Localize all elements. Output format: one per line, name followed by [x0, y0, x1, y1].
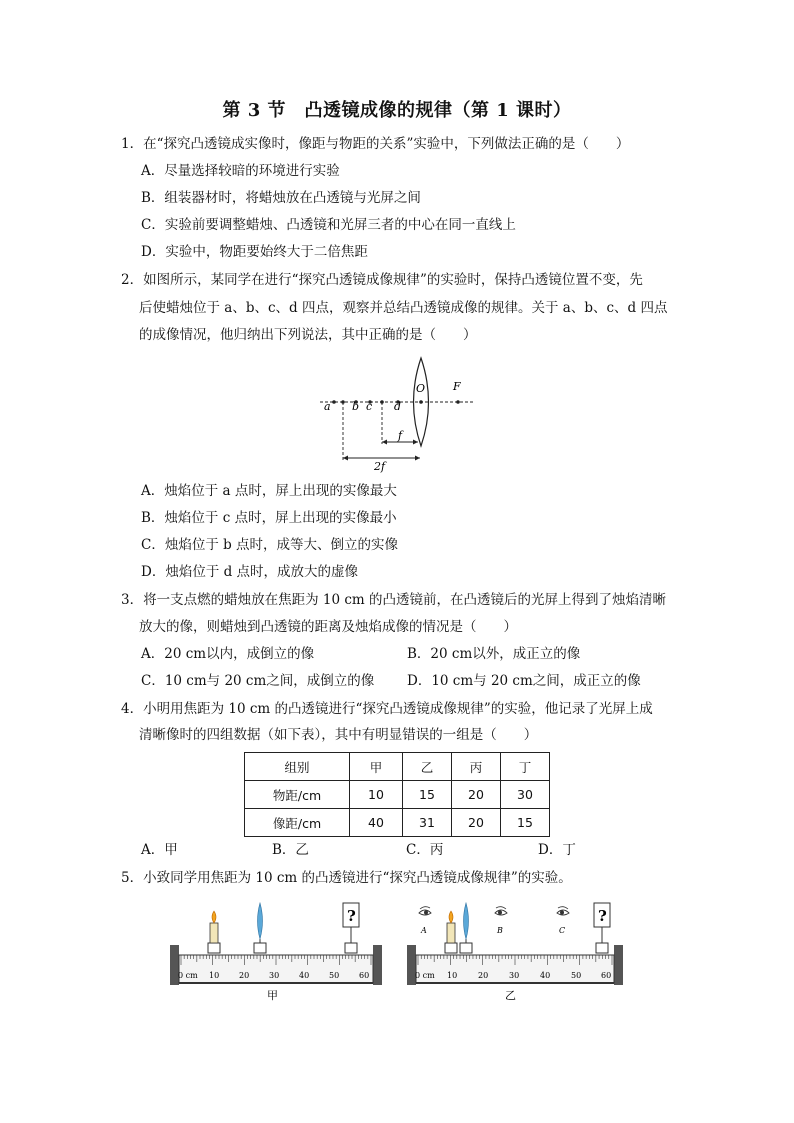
bench-label-20: 20	[478, 971, 489, 980]
question-5-stem: 5．小致同学用焦距为 10 cm 的凸透镜进行“探究凸透镜成像规律”的实验。	[121, 870, 572, 886]
table-header-cell: 甲	[350, 753, 403, 781]
lens	[460, 903, 472, 953]
figure-caption-yi: 乙	[505, 989, 516, 1002]
optical-bench-yi	[405, 897, 625, 1003]
label-d: d	[394, 400, 402, 413]
label-c: c	[366, 400, 373, 413]
question-2-stem-line-2: 后使蜡烛位于 a、b、c、d 四点，观察并总结凸透镜成像的规律。关于 a、b、c、d 四点	[139, 300, 668, 316]
table-cell: 物距/cm	[245, 781, 350, 809]
candle	[445, 911, 457, 953]
table-header-cell: 组别	[245, 753, 350, 781]
question-4-option-b[interactable]: B．乙	[272, 842, 309, 858]
bench-label-20: 20	[239, 971, 250, 980]
table-cell: 30	[501, 781, 550, 809]
table-cell: 15	[501, 809, 550, 837]
question-2-stem-line-3: 的成像情况，他归纳出下列说法，其中正确的是（ ）	[139, 327, 477, 343]
bench-label-30: 30	[269, 971, 280, 980]
question-2-option-a[interactable]: A．烛焰位于 a 点时，屏上出现的实像最大	[141, 483, 397, 499]
bench-label-30: 30	[509, 971, 520, 980]
table-cell: 20	[452, 809, 501, 837]
lens-diagram	[310, 352, 490, 474]
screen-question-mark: ?	[598, 907, 607, 925]
eye-label-a: A	[421, 926, 427, 935]
table-cell: 15	[403, 781, 452, 809]
bench-end-right	[614, 945, 623, 985]
bench-label-40: 40	[540, 971, 551, 980]
screen-question-mark: ?	[347, 907, 356, 925]
question-1-option-a[interactable]: A．尽量选择较暗的环境进行实验	[141, 163, 340, 179]
bench-label-50: 50	[329, 971, 340, 980]
question-4-option-a[interactable]: A．甲	[141, 842, 178, 858]
figure-caption-jia: 甲	[267, 989, 278, 1002]
label-f-focus: F	[453, 380, 461, 393]
question-1-option-c[interactable]: C．实验前要调整蜡烛、凸透镜和光屏三者的中心在同一直线上	[141, 217, 516, 233]
bench-label-60: 60	[601, 971, 612, 980]
point-f	[456, 400, 460, 404]
table-cell: 像距/cm	[245, 809, 350, 837]
question-2-option-d[interactable]: D．烛焰位于 d 点时，成放大的虚像	[141, 564, 359, 580]
question-2-option-c[interactable]: C．烛焰位于 b 点时，成等大、倒立的实像	[141, 537, 399, 553]
label-f: f	[398, 429, 403, 442]
label-a: a	[324, 400, 331, 413]
bench-label-40: 40	[299, 971, 310, 980]
candle	[208, 911, 220, 953]
page-title: 第 3 节 凸透镜成像的规律（第 1 课时）	[222, 100, 572, 121]
question-3-stem-line-1: 3．将一支点燃的蜡烛放在焦距为 10 cm 的凸透镜前，在凸透镜后的光屏上得到了烛焰清晰	[121, 592, 667, 608]
table-header-row	[245, 753, 550, 781]
bench-label-0: 0 cm	[178, 971, 198, 980]
question-3-stem-line-2: 放大的像，则蜡烛到凸透镜的距离及烛焰成像的情况是（ ）	[139, 619, 517, 635]
question-4-option-d[interactable]: D．丁	[538, 842, 576, 858]
question-3-option-d[interactable]: D．10 cm与 20 cm之间，成正立的像	[407, 673, 641, 689]
label-o: O	[416, 382, 426, 395]
question-1-option-b[interactable]: B．组装器材时，将蜡烛放在凸透镜与光屏之间	[141, 190, 421, 206]
optical-bench-jia	[168, 897, 384, 1003]
question-4-stem-line-2: 清晰像时的四组数据（如下表），其中有明显错误的一组是（ ）	[139, 727, 538, 743]
table-header-cell: 丙	[452, 753, 501, 781]
eye-icon-a	[419, 907, 431, 915]
table-header-cell: 乙	[403, 753, 452, 781]
eye-icon-b	[495, 907, 507, 915]
bench-label-0: 0 cm	[415, 971, 435, 980]
question-3-option-c[interactable]: C．10 cm与 20 cm之间，成倒立的像	[141, 673, 375, 689]
data-table	[244, 752, 550, 837]
question-2-stem-line-1: 2．如图所示，某同学在进行“探究凸透镜成像规律”的实验时，保持凸透镜位置不变，先	[121, 272, 643, 288]
bench-label-10: 10	[209, 971, 220, 980]
point-o	[419, 400, 423, 404]
lens	[254, 903, 266, 953]
bench-label-60: 60	[359, 971, 370, 980]
label-2f: 2f	[374, 460, 386, 473]
question-4-stem-line-1: 4．小明用焦距为 10 cm 的凸透镜进行“探究凸透镜成像规律”的实验，他记录了光屏上成	[121, 701, 653, 717]
question-4-option-c[interactable]: C．丙	[406, 842, 444, 858]
eye-icon-c	[557, 907, 569, 915]
table-cell: 20	[452, 781, 501, 809]
eye-label-c: C	[559, 926, 566, 935]
question-3-option-a[interactable]: A．20 cm以内，成倒立的像	[141, 646, 315, 662]
screen	[594, 903, 610, 953]
point-a	[332, 400, 336, 404]
bench-label-50: 50	[571, 971, 582, 980]
screen	[343, 903, 359, 953]
question-1-option-d[interactable]: D．实验中，物距要始终大于二倍焦距	[141, 244, 368, 260]
table-row	[245, 809, 550, 837]
question-2-option-b[interactable]: B．烛焰位于 c 点时，屏上出现的实像最小	[141, 510, 397, 526]
eye-label-b: B	[497, 926, 503, 935]
bench-label-10: 10	[447, 971, 458, 980]
table-row	[245, 781, 550, 809]
question-3-option-b[interactable]: B．20 cm以外，成正立的像	[407, 646, 581, 662]
question-1-stem: 1．在“探究凸透镜成实像时，像距与物距的关系”实验中，下列做法正确的是（ ）	[121, 136, 630, 152]
table-cell: 10	[350, 781, 403, 809]
table-cell: 40	[350, 809, 403, 837]
table-header-cell: 丁	[501, 753, 550, 781]
label-b: b	[352, 400, 360, 413]
bench-end-right	[373, 945, 382, 985]
table-cell: 31	[403, 809, 452, 837]
